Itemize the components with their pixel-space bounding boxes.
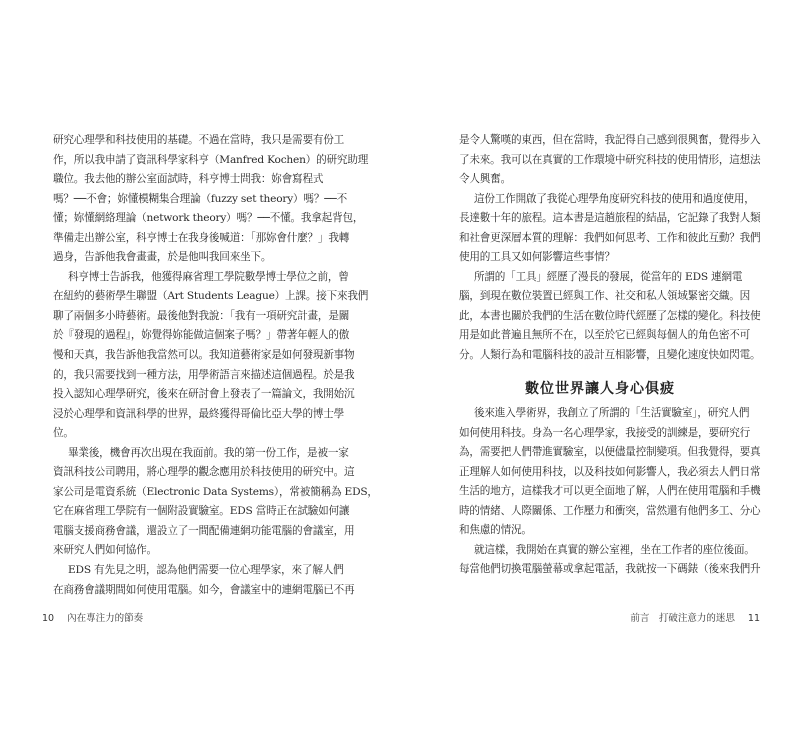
body-text-line: 資訊科技公司聘用，將心理學的觀念應用於科技使用的研究中。這 [53, 466, 355, 479]
body-text-line: 慢和天真，我告訴他我當然可以。我知道藝術家是如何發現新事物 [53, 349, 355, 362]
body-text-line: 就這樣，我開始在真實的辦公室裡，坐在工作者的座位後面。 [474, 543, 755, 556]
body-text-line: EDS 有先見之明，認為他們需要一位心理學家，來了解人們 [68, 564, 344, 577]
body-text-line: 正理解人如何使用科技，以及科技如何影響人，我必須去人們日常 [459, 465, 761, 478]
body-text-line: 這份工作開啟了我從心理學角度研究科技的使用和過度使用， [474, 192, 755, 205]
body-text-line: 所謂的「工具」經歷了漫長的發展，從當年的 EDS 連網電 [474, 270, 743, 283]
right-page-body-top [459, 131, 761, 366]
body-text-line: 長達數十年的旅程。這本書是這趟旅程的結晶，它記錄了我對人類 [459, 212, 761, 225]
body-text-line: 和焦慮的情況。 [459, 524, 532, 537]
body-text-line: 分。人類行為和電腦科技的設計互相影響，且變化速度快如閃電。 [459, 349, 761, 362]
body-text-line: 如何使用科技。身為一名心理學家，我接受的訓練是，要研究行 [459, 426, 751, 439]
body-text-line: 了未來。我可以在真實的工作環境中研究科技的使用情形，這想法 [459, 153, 761, 166]
body-text-line: 畢業後，機會再次出現在我面前。我的第一份工作，是被一家 [68, 446, 349, 459]
body-text-line: 投入認知心理學研究，後來在研討會上發表了一篇論文，我開始沉 [53, 388, 355, 401]
right-page-footer [630, 610, 770, 624]
body-text-line: 此，本書也關於我們的生活在數位時代經歷了怎樣的變化。科技使 [459, 309, 761, 322]
left-page-body [53, 131, 378, 600]
right-page [400, 0, 800, 744]
right-running-title: 前言 打破注意力的迷思 [630, 613, 735, 624]
body-text-line: 令人興奮。 [459, 173, 511, 186]
body-text-line: 在商務會議期間如何使用電腦。如今，會議室中的連網電腦已不再 [53, 583, 355, 596]
body-text-line: 後來進入學術界，我創立了所謂的「生活實驗室」，研究人們 [474, 407, 750, 419]
body-text-line: 職位。我去他的辦公室面試時，科亨博士問我：妳會寫程式 [53, 173, 324, 186]
body-text-line: 它在麻省理工學院有一個附設實驗室。EDS 當時正在試驗如何讓 [53, 505, 350, 518]
body-text-line: 嗎？──不會；妳懂模糊集合理論（fuzzy set theory）嗎？──不 [53, 192, 347, 205]
body-text-line: 生活的地方，這樣我才可以更全面地了解，人們在使用電腦和手機 [459, 485, 761, 498]
body-text-line: 是令人驚嘆的東西，但在當時，我記得自己感到很興奮，覺得步入 [459, 134, 761, 146]
section-heading: 數位世界讓人身心俱疲 [525, 381, 675, 397]
left-running-title: 內在專注力的節奏 [67, 613, 144, 624]
body-text-line: 電腦支援商務會議，還設立了一間配備連網功能電腦的會議室，用 [53, 524, 355, 537]
body-text-line: 的，我只需要找到一種方法，用學術語言來描述這個過程。於是我 [53, 368, 355, 381]
body-text-line: 為，需要把人們帶進實驗室，以便儘量控制變項。但我覺得，要真 [459, 446, 761, 459]
body-text-line: 研究心理學和科技使用的基礎。不過在當時，我只是需要有份工 [53, 134, 345, 146]
body-text-line: 和社會更深層本質的理解：我們如何思考、工作和彼此互動？我們 [459, 231, 761, 244]
body-text-line: 準備走出辦公室，科亨博士在我身後喊道：「那妳會什麼？」我轉 [53, 231, 350, 244]
body-text-line: 來研究人們如何協作。 [53, 544, 157, 557]
body-text-line: 位。 [53, 427, 74, 440]
left-page-footer [32, 610, 143, 624]
body-text-line: 在紐約的藝術學生聯盟（Art Students League）上課。接下來我們 [53, 290, 369, 303]
body-text-line: 用是如此普遍且無所不在，以至於它已經與每個人的角色密不可 [459, 329, 751, 342]
body-text-line: 每當他們切換電腦螢幕或拿起電話，我就按一下碼錶（後來我們升 [459, 563, 761, 576]
body-text-line: 使用的工具又如何影響這些事情？ [459, 251, 615, 264]
right-page-number: 11 [747, 613, 760, 624]
body-text-line: 家公司是電資系統（Electronic Data Systems），常被簡稱為 EDS， [53, 485, 378, 498]
body-text-line: 懂；妳懂網絡理論（network theory）嗎？──不懂。我拿起背包， [53, 212, 364, 225]
body-text-line: 腦，到現在數位裝置已經與工作、社交和私人領域緊密交織。因 [459, 290, 751, 303]
body-text-line: 時的情緒、人際關係、工作壓力和衝突，當然還有他們多工、分心 [459, 504, 761, 517]
body-text-line: 於『發現的過程』，妳覺得妳能做這個案子嗎？」帶著年輕人的傲 [53, 329, 350, 342]
left-page-number: 10 [42, 613, 55, 624]
body-text-line: 聊了兩個多小時藝術。最後他對我說：「我有一項研究計畫，是關 [53, 309, 350, 322]
body-text-line: 科亨博士告訴我，他獲得麻省理工學院數學博士學位之前，曾 [68, 270, 349, 283]
right-page-body-bottom [459, 404, 761, 580]
body-text-line: 過身，告訴他我會畫畫，於是他叫我回來坐下。 [53, 251, 272, 264]
body-text-line: 作，所以我申請了資訊科學家科亨（Manfred Kochen）的研究助理 [53, 153, 369, 166]
body-text-line: 浸於心理學和資訊科學的世界，最終獲得哥倫比亞大學的博士學 [53, 407, 345, 420]
